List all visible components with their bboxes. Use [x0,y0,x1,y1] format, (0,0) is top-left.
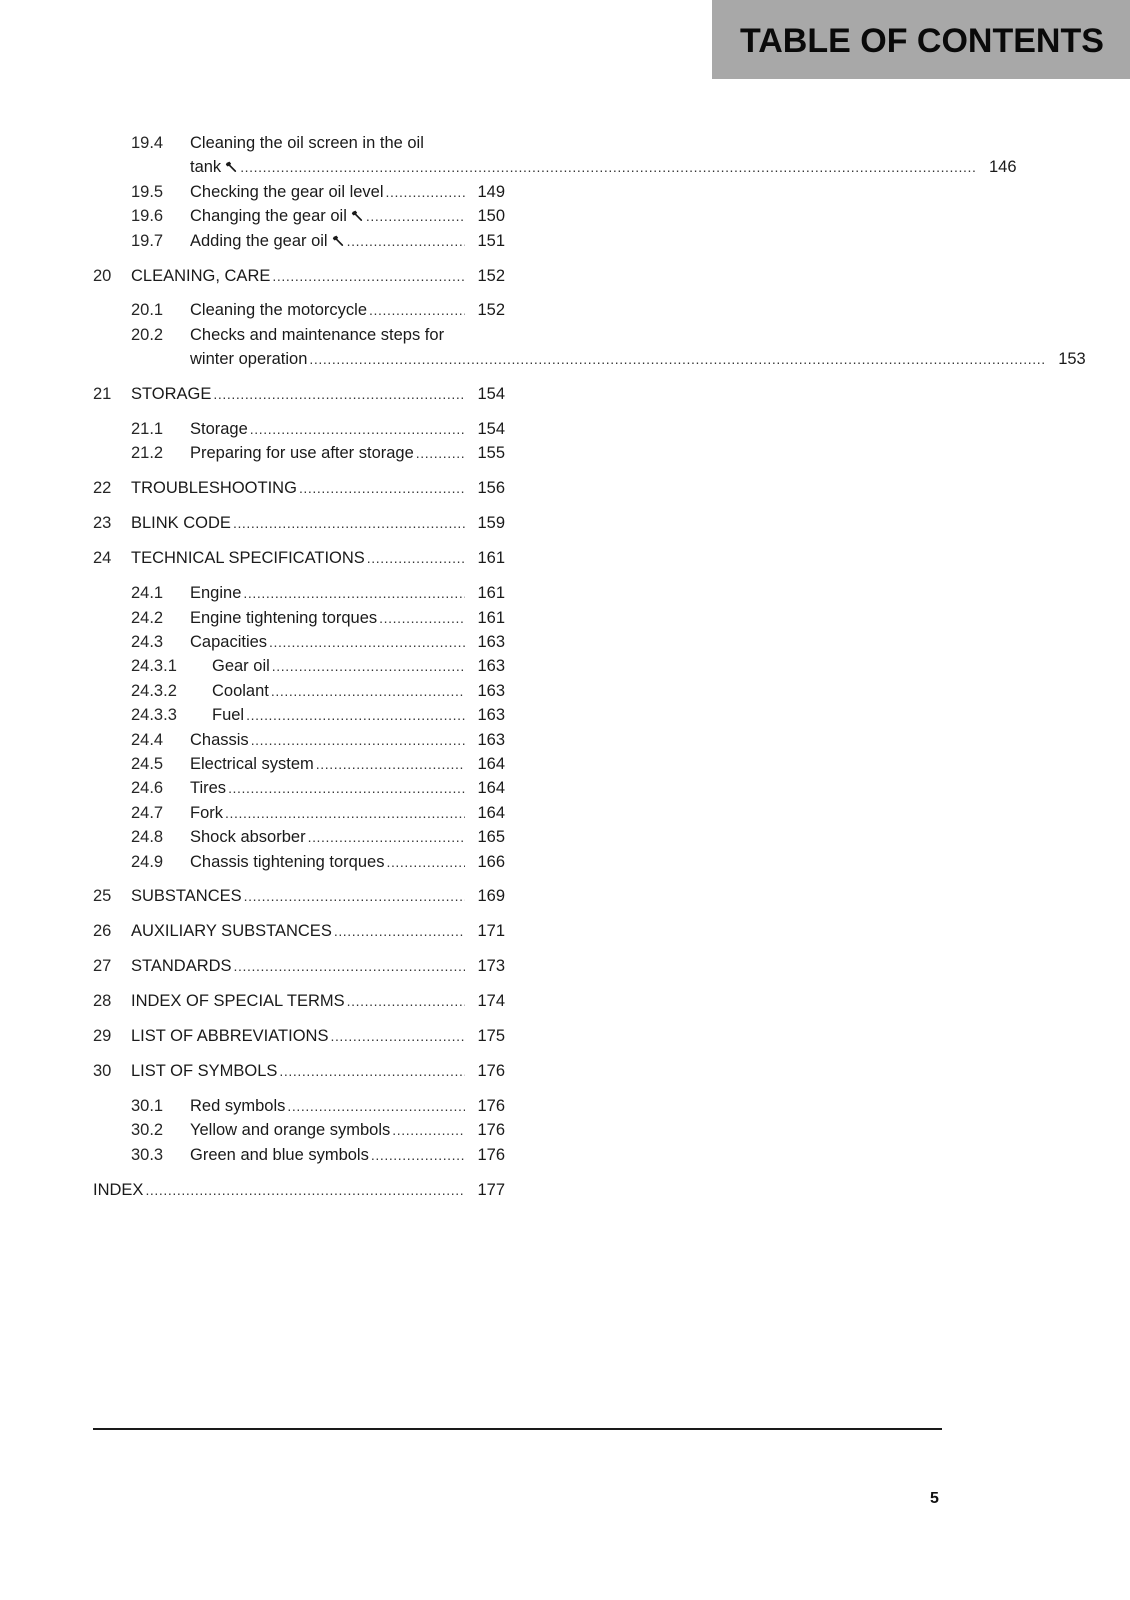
dot-leader [240,155,976,179]
section-title [131,382,211,406]
section-number: 24.1 [131,584,164,603]
section-title-text: SUBSTANCES [131,887,242,906]
dot-leader [367,546,465,570]
section-title [93,1178,143,1202]
dot-leader [330,1024,465,1048]
dot-leader [392,1118,465,1142]
page-ref: 164 [477,779,505,798]
dot-leader [287,1094,465,1118]
section-number: 30 [93,1062,112,1080]
toc-entry[interactable] [93,546,505,570]
section-number: 24 [93,549,112,568]
page-ref: 163 [477,730,505,749]
section-number: 24.3.1 [131,657,177,676]
dot-leader [145,1178,465,1202]
page-ref: 149 [477,182,505,201]
dot-leader [347,989,465,1013]
dot-leader [279,1059,465,1083]
page-ref: 164 [477,803,505,822]
section-number: 20 [93,266,112,285]
section-title-text: Preparing for use after storage [190,444,414,463]
section-title-text: Changing the gear oil [190,207,347,226]
dot-leader [369,298,465,322]
section-header [712,0,1130,79]
section-title-text: Checking the gear oil level [190,182,384,201]
dot-leader [379,606,465,630]
dot-leader [272,654,465,678]
page-ref: 177 [477,1180,505,1199]
section-number: 19.6 [131,207,164,226]
page-ref: 163 [477,706,505,725]
dot-leader [233,511,465,535]
page-ref: 163 [477,681,505,700]
wrench-icon [351,205,364,218]
dot-leader [234,954,465,978]
section-title-text: TROUBLESHOOTING [131,479,297,498]
page-ref: 159 [477,514,505,533]
section-title [212,703,244,727]
section-title-text: BLINK CODE [131,514,231,533]
section-title-text: STANDARDS [131,957,232,976]
section-number: 23 [93,514,112,533]
section-number: 24.9 [131,852,164,871]
section-number: 20.2 [131,325,164,344]
section-number: 24.3.2 [131,681,177,700]
section-number: 24.3 [131,632,164,651]
section-number: 24.5 [131,754,164,773]
page-ref: 176 [477,1121,505,1140]
dot-leader [316,752,465,776]
section-title-text: Engine tightening torques [190,608,378,627]
section-title-text: STORAGE [131,385,212,404]
section-title-text: Fork [190,803,223,822]
section-title-text: LIST OF SYMBOLS [131,1062,278,1080]
toc-entry[interactable] [93,382,505,406]
section-title [190,606,377,630]
toc-entry[interactable] [93,511,505,535]
section-title [190,581,241,605]
section-title [190,1118,390,1142]
toc-entry[interactable] [93,1118,505,1142]
section-number: 29 [93,1027,112,1046]
section-title-text: Green and blue symbols [190,1145,369,1164]
section-title [212,679,269,703]
section-number: 27 [93,957,112,976]
dot-leader [228,776,465,800]
dot-leader [371,1143,465,1167]
section-number: 24.4 [131,730,164,749]
toc-entry[interactable] [93,606,505,630]
section-title [190,825,306,849]
section-title-text: Cleaning the motorcycle [190,301,368,320]
section-title [131,954,232,978]
footer-divider [93,1428,942,1430]
toc-entry[interactable] [93,1094,505,1118]
toc-entry[interactable] [93,229,505,253]
section-number: 24.2 [131,608,164,627]
toc-entry[interactable] [93,654,505,678]
page-ref: 146 [988,158,1017,177]
table-of-contents [93,131,1086,1213]
section-number: 21.2 [131,444,164,463]
section-title-text: Capacities [190,632,268,651]
page-ref: 163 [477,632,505,651]
wrench-icon [225,156,238,169]
dot-leader [386,180,465,204]
dot-leader [309,347,1045,371]
toc-entry[interactable] [93,323,1086,372]
page-ref: 161 [477,584,505,603]
section-title [190,630,267,654]
section-title [190,1143,369,1167]
dot-leader [271,679,465,703]
toc-entry[interactable] [93,630,505,654]
section-title-text: TECHNICAL SPECIFICATIONS [131,549,365,568]
page-ref: 161 [477,608,505,627]
section-number: 30.2 [131,1121,164,1140]
section-title-text: Electrical system [190,754,314,773]
section-title [190,229,345,253]
dot-leader [334,919,465,943]
toc-entry[interactable] [93,298,505,322]
section-title-text: LIST OF ABBREVIATIONS [131,1027,329,1046]
section-title [190,728,249,752]
section-title-text: INDEX OF SPECIAL TERMS [131,992,345,1011]
section-number: 24.7 [131,803,164,822]
toc-entry[interactable] [93,776,505,800]
page-ref: 176 [477,1062,505,1080]
section-number: 24.8 [131,828,164,847]
page-ref: 163 [477,657,505,676]
page-ref: 175 [477,1027,505,1046]
toc-entry[interactable] [93,679,505,703]
section-title-text: Gear oil [212,657,270,676]
toc-entry[interactable] [93,954,505,978]
section-title-text: Fuel [212,706,245,725]
section-title [190,1094,285,1118]
section-title [190,180,384,204]
section-number: 28 [93,992,112,1011]
dot-leader [225,801,465,825]
section-title-text: Chassis [190,730,249,749]
page-ref: 171 [477,922,505,941]
page-title: TABLE OF CONTENTS [740,22,1104,60]
page-ref: 161 [477,549,505,568]
page-ref: 166 [477,852,505,871]
toc-entry[interactable] [93,825,505,849]
toc-entry[interactable] [93,801,505,825]
page-ref: 152 [477,266,505,285]
dot-leader [272,264,465,288]
section-title [190,776,226,800]
section-number: 24.6 [131,779,164,798]
section-title [190,417,248,441]
toc-entry[interactable] [93,264,505,288]
section-title-line2: winter operation [190,350,308,369]
page-ref: 174 [477,992,505,1011]
section-title-text: Storage [190,420,248,439]
dot-leader [366,204,465,228]
section-title [190,801,223,825]
section-title-text: AUXILIARY SUBSTANCES [131,922,332,941]
section-title-text: Adding the gear oil [190,231,328,250]
toc-entry[interactable] [93,1024,505,1048]
section-title [131,546,365,570]
toc-entry[interactable] [93,417,505,441]
page-ref: 156 [477,479,505,498]
dot-leader [269,630,465,654]
page-ref: 151 [477,231,505,250]
dot-leader [246,703,465,727]
toc-entry[interactable] [93,204,505,228]
section-title [190,298,367,322]
section-title-line2: tank [190,158,222,177]
section-number: 30.3 [131,1145,164,1164]
page-ref: 164 [477,754,505,773]
section-number: 22 [93,479,112,498]
toc-entry[interactable] [93,752,505,776]
toc-entry[interactable] [93,180,505,204]
page-ref: 152 [477,301,505,320]
section-number: 19.4 [131,134,164,152]
section-title [131,511,231,535]
page-ref: 165 [477,828,505,847]
section-title [190,850,384,874]
dot-leader [213,382,465,406]
section-number: 26 [93,922,112,941]
dot-leader [416,441,465,465]
section-title [131,264,270,288]
dot-leader [244,884,465,908]
toc-entry[interactable] [93,441,505,465]
page-ref: 154 [477,385,505,404]
section-number: 25 [93,887,112,906]
toc-entry[interactable] [93,131,1017,180]
section-title-text: INDEX [93,1180,144,1199]
section-title: Cleaning the oil screen in the oil [190,134,424,152]
page-ref: 154 [477,420,505,439]
page-ref: 153 [1058,350,1086,369]
page-ref: 173 [477,957,505,976]
section-number: 21 [93,385,112,404]
toc-entry[interactable] [93,476,505,500]
section-title [131,1024,328,1048]
section-number: 20.1 [131,301,164,320]
section-title-text: Red symbols [190,1096,286,1115]
toc-entry[interactable] [93,1143,505,1167]
section-title-text: Chassis tightening torques [190,852,385,871]
section-title [190,441,414,465]
section-number: 24.3.3 [131,706,177,725]
toc-entry[interactable] [93,884,505,908]
section-title-text: Yellow and orange symbols [190,1121,391,1140]
dot-leader [250,417,465,441]
page-ref: 169 [477,887,505,906]
section-title: Checks and maintenance steps for [190,325,445,344]
toc-entry[interactable] [93,728,505,752]
section-number: 21.1 [131,420,164,439]
toc-entry[interactable] [93,581,505,605]
dot-leader [386,850,465,874]
section-number: 19.5 [131,182,164,201]
section-title [131,919,332,943]
section-title [190,204,364,228]
section-title [131,989,345,1013]
section-title [131,1059,277,1083]
section-title [131,884,242,908]
section-title-cont [190,347,307,371]
section-number: 30.1 [131,1096,164,1115]
toc-entry[interactable] [93,1178,505,1202]
wrench-icon [332,230,345,243]
section-title-text: Engine [190,584,242,603]
page-ref: 155 [477,444,505,463]
dot-leader [251,728,465,752]
section-title-text: Tires [190,779,227,798]
toc-entry[interactable] [93,989,505,1013]
section-title-cont [190,155,238,179]
section-title [212,654,270,678]
toc-entry[interactable] [93,703,505,727]
dot-leader [308,825,465,849]
dot-leader [299,476,465,500]
page-ref: 176 [477,1096,505,1115]
section-title-text: Coolant [212,681,269,700]
dot-leader [347,229,465,253]
toc-entry[interactable] [93,850,505,874]
page-ref: 176 [477,1145,505,1164]
section-number: 19.7 [131,231,164,250]
section-title-text: CLEANING, CARE [131,266,271,285]
section-title [190,752,314,776]
page-ref: 150 [477,207,505,226]
section-title [131,476,297,500]
toc-entry[interactable] [93,919,505,943]
dot-leader [243,581,465,605]
page-number: 5 [930,1490,939,1507]
toc-entry[interactable] [93,1059,505,1083]
section-title-text: Shock absorber [190,828,306,847]
